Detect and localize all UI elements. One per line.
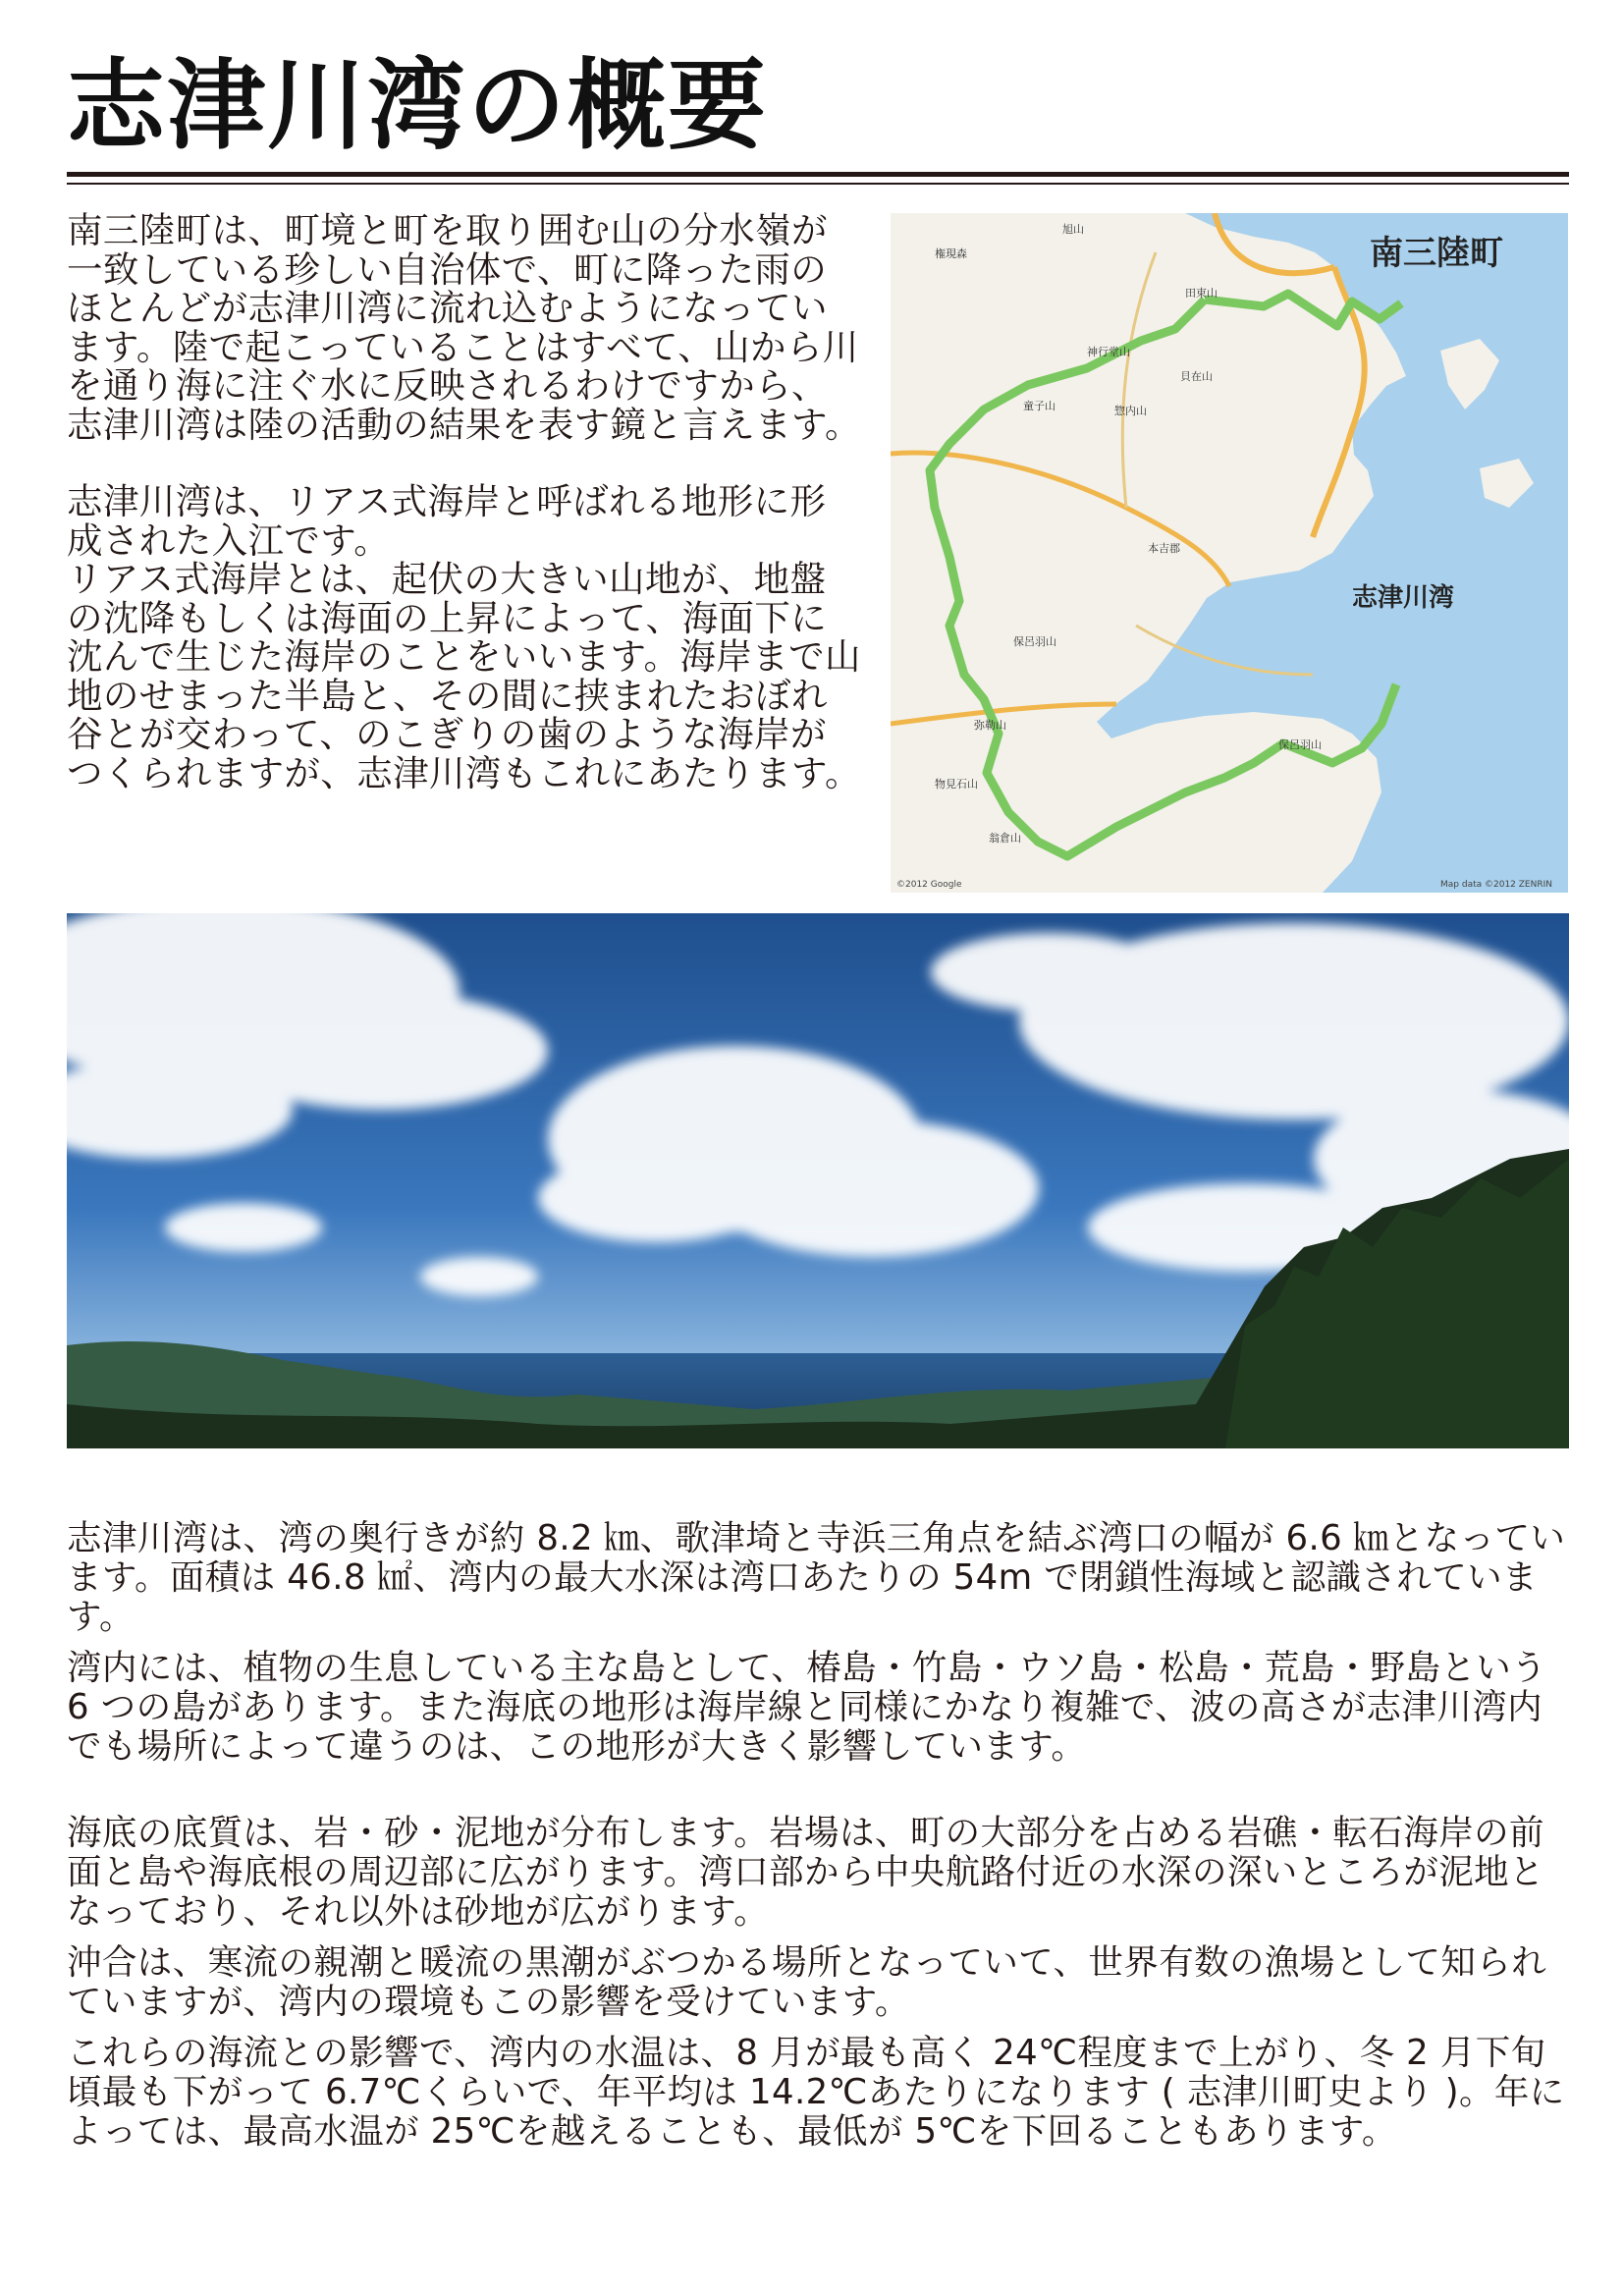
page-title: 志津川湾の概要 bbox=[67, 48, 768, 163]
paragraph-islands: 湾内には、植物の生息している主な島として、椿島・竹島・ウソ島・松島・荒島・野島という 6 つの島があります。また海底の地形は海岸線と同様にかなり複雑で、波の高さが志津川湾内でも場所によって違うのは、この地形が大きく影響しています。 bbox=[67, 1648, 1547, 1767]
map-credit-right: Map data ©2012 ZENRIN bbox=[1440, 880, 1552, 890]
map-bay-label: 志津川湾 bbox=[1352, 582, 1455, 612]
intro-paragraph-ria: 志津川湾は、リアス式海岸と呼ばれる地形に形成された入江です。 bbox=[67, 480, 827, 562]
map-town-label: 南三陸町 bbox=[1370, 235, 1503, 272]
title-rule-thick bbox=[67, 172, 1569, 177]
intro-text bbox=[67, 211, 862, 792]
map-place-label: 弥勒山 bbox=[974, 719, 1006, 732]
paragraph-currents: 沖合は、寒流の親潮と暖流の黒潮がぶつかる場所となっていて、世界有数の漁場として知られていますが、湾内の環境もこの影響を受けています。 bbox=[67, 1942, 1547, 2022]
map-place-label: 田束山 bbox=[1185, 287, 1218, 300]
map-place-label: 保呂羽山 bbox=[1278, 738, 1322, 751]
map-place-label: 童子山 bbox=[1023, 400, 1056, 412]
title-rule-thin bbox=[67, 183, 1569, 185]
paragraph-water-temperature: これらの海流との影響で、湾内の水温は、8 月が最も高く 24℃程度まで上がり、冬 2 月下旬頃最も下がって 6.7℃くらいで、年平均は 14.2℃あたりになります ( 志津川町史より )。年によっては、最高水温が 25℃を越えることも、最低が 5℃を下回ることもあります。 bbox=[67, 2033, 1565, 2152]
map-place-label: 惣内山 bbox=[1114, 405, 1147, 417]
map-place-label: 翁倉山 bbox=[989, 832, 1021, 845]
map-credit-left: ©2012 Google bbox=[896, 880, 962, 890]
minamisanriku-map bbox=[891, 213, 1568, 893]
map-place-label: 物見石山 bbox=[935, 778, 978, 791]
map-place-label: 本吉郡 bbox=[1148, 542, 1180, 555]
bay-description bbox=[67, 1519, 1569, 2152]
bay-panorama-photo bbox=[67, 913, 1569, 1448]
map-place-label: 貝在山 bbox=[1180, 370, 1213, 383]
intro-paragraph-ria-definition: リアス式海岸とは、起伏の大きい山地が、地盤の沈降もしくは海面の上昇によって、海面下に沈んで生じた海岸のことをいいます。海岸まで山地のせまった半島と、その間に挟まれたおぼれ谷とが交わって、のこぎりの歯のような海岸がつくられますが、志津川湾もこれにあたります。 bbox=[67, 558, 861, 794]
paragraph-dimensions: 志津川湾は、湾の奥行きが約 8.2 ㎞、歌津埼と寺浜三角点を結ぶ湾口の幅が 6.6 ㎞となっています。面積は 46.8 ㎢、湾内の最大水深は湾口あたりの 54m で閉鎖性海域と認識されています。 bbox=[67, 1518, 1566, 1637]
map-place-label: 権現森 bbox=[935, 247, 967, 260]
map-place-label: 保呂羽山 bbox=[1013, 635, 1056, 648]
map-place-label: 旭山 bbox=[1062, 223, 1084, 236]
paragraph-seabed: 海底の底質は、岩・砂・泥地が分布します。岩場は、町の大部分を占める岩礁・転石海岸の前面と島や海底根の周辺部に広がります。湾口部から中央航路付近の水深の深いところが泥地となっており、それ以外は砂地が広がります。 bbox=[67, 1813, 1544, 1932]
intro-paragraph-watershed: 南三陸町は、町境と町を取り囲む山の分水嶺が一致している珍しい自治体で、町に降った雨のほとんどが志津川湾に流れ込むようになっています。陸で起こっていることはすべて、山から川を通り海に注ぐ水に反映されるわけですから、志津川湾は陸の活動の結果を表す鏡と言えます。 bbox=[67, 209, 861, 446]
map-place-label: 神行堂山 bbox=[1087, 346, 1130, 358]
